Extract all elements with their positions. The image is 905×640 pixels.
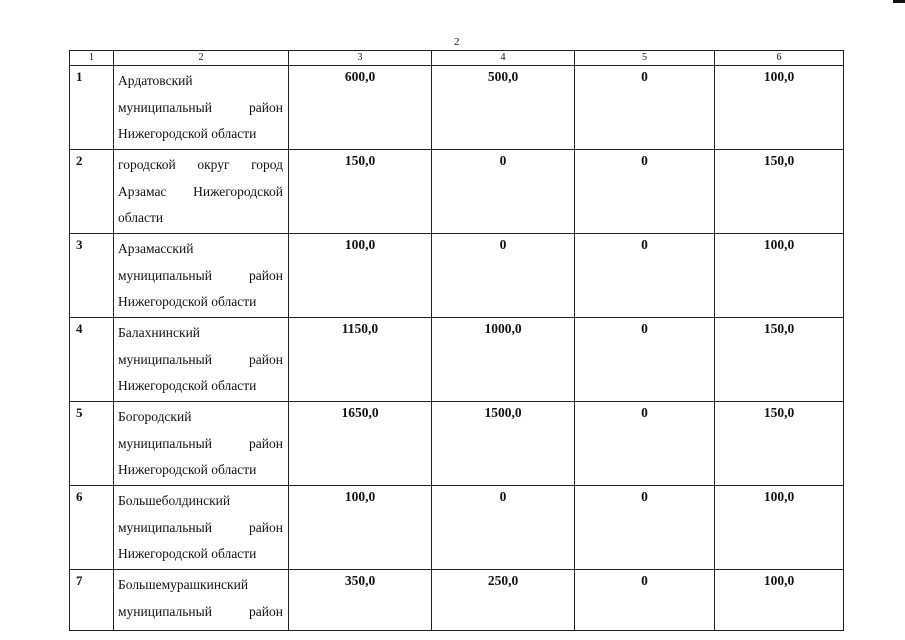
municipality-name: Богородский муниципальный район Нижегородской области [118, 409, 283, 478]
value-col5: 0 [575, 570, 715, 631]
value-col3: 150,0 [289, 150, 432, 234]
municipality-name: Большеболдинский муниципальный район Нижегородской области [118, 493, 283, 562]
municipality-cell [114, 570, 289, 631]
table-row [70, 318, 844, 402]
table-row [70, 150, 844, 234]
value-col6: 150,0 [715, 402, 844, 486]
data-table [69, 50, 844, 631]
value-col6: 100,0 [715, 570, 844, 631]
scan-edge-mark [893, 0, 905, 3]
municipality-cell [114, 318, 289, 402]
value-col6: 150,0 [715, 150, 844, 234]
column-header: 1 [70, 51, 114, 66]
column-header: 3 [289, 51, 432, 66]
municipality-name: Арзамасский муниципальный район Нижегородской области [118, 241, 283, 310]
value-col6: 100,0 [715, 234, 844, 318]
municipality-cell [114, 66, 289, 150]
value-col4: 0 [432, 234, 575, 318]
table-row [70, 486, 844, 570]
value-col3: 100,0 [289, 486, 432, 570]
column-header: 2 [114, 51, 289, 66]
table-row [70, 66, 844, 150]
value-col4: 0 [432, 486, 575, 570]
row-number: 4 [70, 318, 114, 402]
value-col5: 0 [575, 402, 715, 486]
row-number: 2 [70, 150, 114, 234]
municipality-cell [114, 486, 289, 570]
municipality-name: Балахнинский муниципальный район Нижегородской области [118, 325, 283, 394]
municipality-cell [114, 402, 289, 486]
value-col3: 100,0 [289, 234, 432, 318]
row-number: 7 [70, 570, 114, 631]
municipality-name: городской округ город Арзамас Нижегородской области [118, 157, 283, 226]
column-header: 5 [575, 51, 715, 66]
column-header: 4 [432, 51, 575, 66]
value-col4: 1500,0 [432, 402, 575, 486]
row-number: 6 [70, 486, 114, 570]
value-col3: 1150,0 [289, 318, 432, 402]
value-col4: 250,0 [432, 570, 575, 631]
value-col6: 150,0 [715, 318, 844, 402]
value-col4: 500,0 [432, 66, 575, 150]
value-col3: 600,0 [289, 66, 432, 150]
value-col5: 0 [575, 318, 715, 402]
column-header: 6 [715, 51, 844, 66]
municipality-cell [114, 234, 289, 318]
row-number: 5 [70, 402, 114, 486]
value-col4: 1000,0 [432, 318, 575, 402]
value-col5: 0 [575, 486, 715, 570]
table-row [70, 234, 844, 318]
value-col6: 100,0 [715, 486, 844, 570]
row-number: 3 [70, 234, 114, 318]
municipality-cell [114, 150, 289, 234]
value-col3: 1650,0 [289, 402, 432, 486]
value-col5: 0 [575, 234, 715, 318]
municipality-name: Ардатовский муниципальный район Нижегородской области [118, 73, 283, 142]
row-number: 1 [70, 66, 114, 150]
value-col4: 0 [432, 150, 575, 234]
value-col6: 100,0 [715, 66, 844, 150]
value-col3: 350,0 [289, 570, 432, 631]
page-number: 2 [454, 36, 460, 48]
municipality-name: Большемурашкинский муниципальный район [118, 577, 283, 619]
value-col5: 0 [575, 150, 715, 234]
value-col5: 0 [575, 66, 715, 150]
table-row [70, 570, 844, 631]
table-row [70, 402, 844, 486]
table-header-row [70, 51, 844, 66]
